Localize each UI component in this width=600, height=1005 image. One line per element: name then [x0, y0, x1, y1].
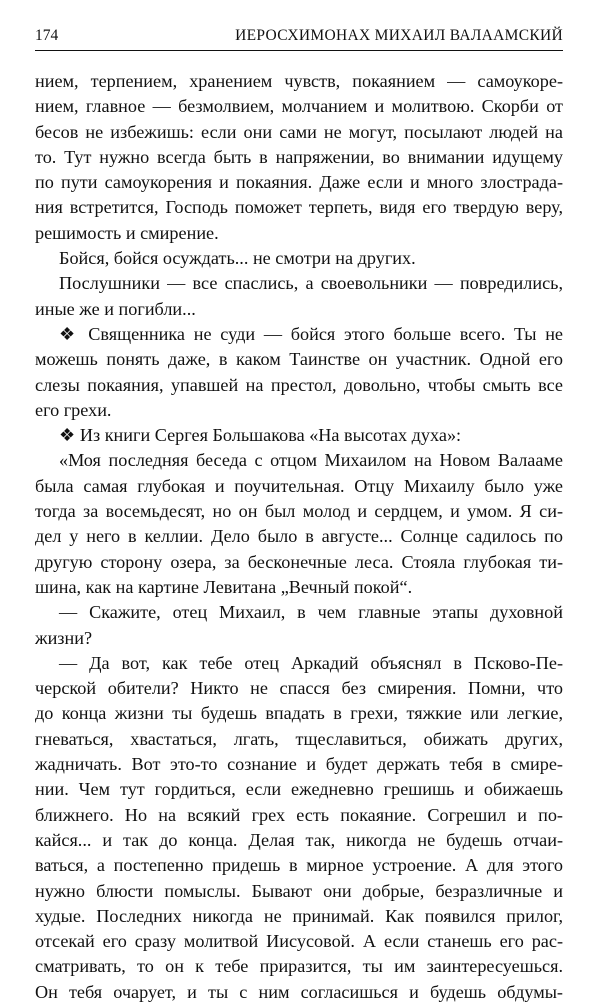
text-line: черской обители? Никто не спасся без смирения. Помни, что [35, 678, 563, 699]
text-line: нужно блюсти помыслы. Бывают они добрые, безразличные и [35, 880, 563, 901]
running-title: ИЕРОСХИМОНАХ МИХАИЛ ВАЛААМСКИЙ [235, 27, 563, 44]
text-line: тогда за восемьдесят, но он был молод и сердцем, и умом. Я си- [35, 501, 563, 522]
text-line: другую сторону озера, за бесконечные леса. Стояла глубокая ти- [35, 551, 563, 572]
text-line: — Да вот, как тебе отец Аркадий объяснял в Псково-Пе- [59, 652, 563, 673]
text-line: Послушники — все спаслись, а своевольники — повредились, [59, 273, 563, 294]
text-line: нием, терпением, хранением чувств, покаянием — самоукоре- [35, 71, 563, 91]
text-line: слезы покаяния, упавшей на престол, довольно, чтобы смыть все [35, 374, 563, 395]
text-line: была самая глубокая и поучительная. Отцу Михаилу было уже [35, 475, 563, 496]
text-line: жадничать. Вот это-то сознание и будет держать тебя в смире- [35, 754, 563, 775]
text-line: отсекай его сразу молитвой Иисусовой. А если станешь его рас- [35, 931, 563, 952]
text-line: худые. Последних никогда не принимай. Как появился прилог, [35, 905, 563, 926]
text-line: нием, главное — безмолвием, молчанием и молитвою. Скорби от [35, 96, 563, 117]
text-line: «Моя последняя беседа с отцом Михаилом на Новом Валааме [59, 450, 563, 471]
text-line: ❖ Из книги Сергея Большакова «На высотах духа»: [59, 425, 462, 446]
text-line: кайся... и так до конца. Делая так, никогда не будешь отчаи- [35, 829, 563, 850]
text-line: дел у него в келлии. Дело было в августе... Солнце садилось по [35, 526, 563, 547]
text-line: до конца жизни ты будешь впадать в грехи, тяжкие или легкие, [35, 703, 563, 724]
text-line: сматривать, то он к тебе приразится, ты им заинтересуешься. [35, 956, 563, 977]
page-number: 174 [35, 27, 59, 44]
text-line: нии. Чем тут гордиться, если ежедневно грешишь и обижаешь [35, 779, 563, 800]
text-line: то. Тут нужно всегда быть в напряжении, во внимании идущему [35, 146, 563, 167]
text-line: Он тебя очарует, и ты с ним согласишься и будешь обдумы- [35, 981, 563, 1002]
text-line: шина, как на картине Левитана „Вечный покой“. [35, 576, 413, 597]
text-line: жизни? [35, 627, 93, 648]
text-line: гневаться, хвастаться, лгать, тщеславиться, обижать других, [35, 728, 563, 749]
text-line: можешь понять даже, в каком Таинстве он участник. Одной его [35, 349, 563, 370]
text-line: ваться, а постепенно придешь в мирное устроение. А для этого [35, 855, 563, 876]
page-body-text [35, 69, 563, 1005]
text-line: Бойся, бойся осуждать... не смотри на других. [59, 248, 416, 269]
running-header [35, 26, 563, 51]
text-line: ближнего. Но на всякий грех есть покаяние. Согрешил и по- [35, 804, 563, 825]
text-line: ния встретится, Господь поможет терпеть, видя его твердую веру, [35, 197, 563, 218]
text-line: его грехи. [35, 399, 112, 420]
text-line: иные же и погибли... [35, 298, 196, 319]
text-line: по пути самоукорения и покаяния. Даже если и много злострада- [35, 172, 563, 193]
book-page [35, 26, 563, 1005]
text-line: — Скажите, отец Михаил, в чем главные этапы духовной [59, 602, 563, 623]
text-line: решимость и смирение. [35, 222, 219, 243]
text-line: бесов не избежишь: если они сами не могут, посылают людей на [35, 121, 563, 142]
text-line: ❖ Священника не суди — бойся этого больше всего. Ты не [59, 323, 563, 344]
